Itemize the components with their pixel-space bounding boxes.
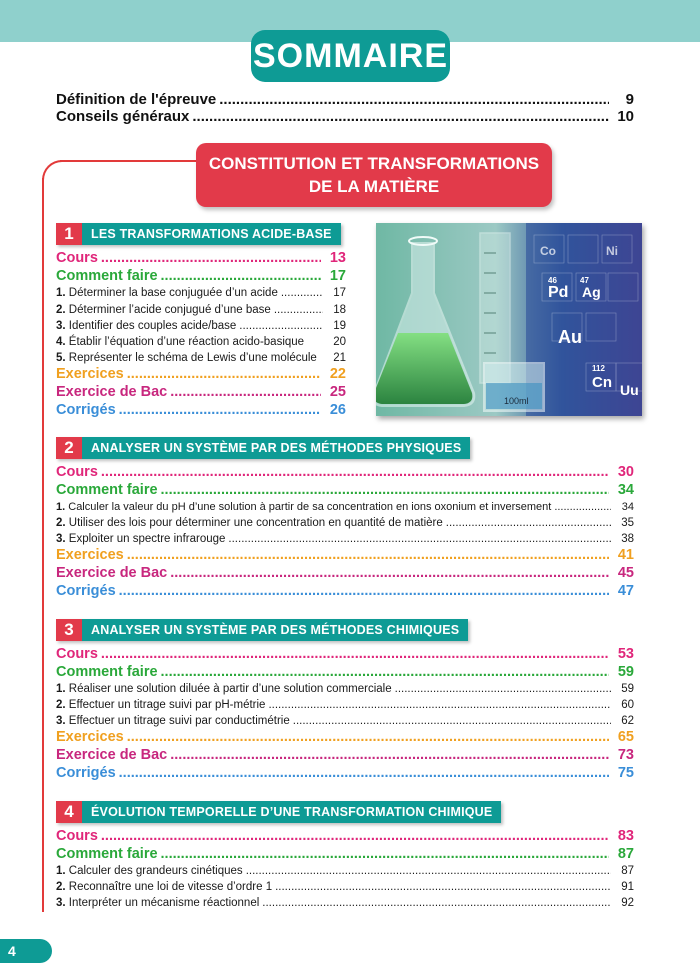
part-heading-line1: CONSTITUTION ET TRANSFORMATIONS [208,154,540,173]
method-label: Réaliser une solution diluée à partir d’une solution commerciale [68,683,392,695]
toc-exercices[interactable] [56,729,634,745]
toc-comment-faire[interactable] [56,268,346,284]
element-symbol: Uu [620,382,639,398]
method-page: 18 [333,304,346,316]
method-label: Utiliser des lois pour déterminer une concentration en quantité de matière [68,517,443,529]
method-number: 2. [56,517,66,529]
entry-label: Cours [56,250,98,266]
toc-exercices[interactable] [56,547,634,563]
dot-leader [101,646,609,662]
toc-comment-faire[interactable] [56,846,634,862]
toc-entry-label: Conseils généraux [56,108,190,125]
entry-page: 13 [329,250,346,266]
entry-page: 59 [617,664,634,680]
part-heading [196,143,552,207]
chapter-title: ANALYSER UN SYSTÈME PAR DES MÉTHODES CHIMIQUES [82,619,468,641]
toc-method[interactable] [56,683,634,695]
chapter-title: LES TRANSFORMATIONS ACIDE-BASE [82,223,341,245]
entry-page: 26 [329,402,346,418]
toc-cours[interactable] [56,464,634,480]
dot-leader [101,464,609,480]
dot-leader [127,729,609,745]
method-label: Calculer la valeur du pH d’une solution à partir de sa concentration en ions oxonium et inversement [68,501,552,513]
method-page: 35 [621,517,634,529]
entry-page: 45 [617,565,634,581]
method-label: Calculer des grandeurs cinétiques [68,865,243,877]
chapter-number: 1 [56,223,82,245]
method-label: Effectuer un titrage suivi par pH-métrie [68,699,266,711]
toc-method[interactable] [56,865,634,877]
method-label: Reconnaître une loi de vitesse d’ordre 1 [68,881,273,893]
dot-leader [246,865,611,877]
dot-leader [119,765,609,781]
chapter-1-header[interactable] [56,223,341,245]
method-page: 91 [621,881,634,893]
element-symbol: Pd [548,284,569,301]
element-number: 47 [580,276,589,285]
toc-method[interactable] [56,533,634,545]
decorative-line [42,178,44,912]
entry-page: 83 [617,828,634,844]
method-number: 1. [56,501,66,513]
dot-leader [161,482,609,498]
toc-method[interactable] [56,501,634,513]
toc-comment-faire[interactable] [56,664,634,680]
element-number: 46 [548,276,557,285]
entry-label: Comment faire [56,268,158,284]
entry-page: 17 [329,268,346,284]
method-page: 92 [621,897,634,909]
entry-label: Exercice de Bac [56,565,168,581]
chapter-3-header[interactable] [56,619,468,641]
entry-page: 87 [617,846,634,862]
decorative-curve [42,160,76,194]
entry-page: 30 [617,464,634,480]
element-symbol: Co [540,244,556,258]
dot-leader [192,108,609,125]
dot-leader [262,897,611,909]
entry-label: Corrigés [56,402,116,418]
chapter-number: 2 [56,437,82,459]
method-page: 62 [621,715,634,727]
dot-leader [293,715,611,727]
method-label: Déterminer la base conjuguée d’un acide [68,287,278,299]
method-label: Représenter le schéma de Lewis d’une molécule [68,352,317,364]
method-number: 2. [56,881,66,893]
chapter-title: ANALYSER UN SYSTÈME PAR DES MÉTHODES PHYSIQUES [82,437,470,459]
toc-entry-page: 10 [617,108,634,125]
page-title: SOMMAIRE [251,30,450,82]
method-number: 1. [56,683,66,695]
entry-label: Cours [56,828,98,844]
dot-leader [554,501,611,513]
toc-cours[interactable] [56,646,634,662]
dot-leader [395,683,611,695]
method-page: 20 [333,336,346,348]
toc-exercice-bac[interactable] [56,747,634,763]
entry-page: 73 [617,747,634,763]
method-label: Effectuer un titrage suivi par conductimétrie [68,715,290,727]
method-number: 3. [56,533,66,545]
page-number: 4 [0,939,52,963]
toc-method[interactable] [56,715,634,727]
toc-comment-faire[interactable] [56,482,634,498]
method-page: 59 [621,683,634,695]
toc-method[interactable] [56,699,634,711]
dot-leader [268,699,611,711]
method-number: 4. [56,336,66,348]
dot-leader [170,384,321,400]
element-symbol: Ag [582,284,601,300]
entry-label: Exercice de Bac [56,747,168,763]
element-symbol: Cn [592,374,612,391]
dot-leader [281,287,323,299]
entry-label: Exercices [56,547,124,563]
dot-leader [274,304,323,316]
dot-leader [219,91,609,108]
method-label: Identifier des couples acide/base [68,320,237,332]
toc-method[interactable] [56,287,346,299]
method-page: 34 [621,501,634,513]
entry-page: 75 [617,765,634,781]
toc-exercice-bac[interactable] [56,565,634,581]
entry-page: 34 [617,482,634,498]
method-page: 38 [621,533,634,545]
dot-leader [239,320,323,332]
dot-leader [170,747,609,763]
toc-cours[interactable] [56,250,346,266]
dot-leader [119,583,609,599]
dot-leader [275,881,611,893]
dot-leader [101,250,321,266]
toc-entry-page: 9 [625,91,634,108]
method-number: 5. [56,352,66,364]
chapter-4-header[interactable] [56,801,501,823]
entry-label: Exercices [56,729,124,745]
entry-label: Comment faire [56,482,158,498]
dot-leader [119,402,321,418]
method-label: Exploiter un spectre infrarouge [68,533,226,545]
toc-corriges[interactable] [56,583,634,599]
toc-method[interactable] [56,320,346,332]
toc-corriges[interactable] [56,402,346,418]
toc-corriges[interactable] [56,765,634,781]
dot-leader [161,846,609,862]
chapter-number: 4 [56,801,82,823]
entry-page: 22 [329,366,346,382]
entry-page: 65 [617,729,634,745]
entry-page: 41 [617,547,634,563]
toc-entry-conseils[interactable] [56,108,634,125]
method-number: 3. [56,897,66,909]
method-number: 1. [56,865,66,877]
toc-method[interactable] [56,517,634,529]
dot-leader [127,547,609,563]
method-page: 17 [333,287,346,299]
method-label: Déterminer l’acide conjugué d’une base [68,304,271,316]
method-page: 60 [621,699,634,711]
method-page: 87 [621,865,634,877]
method-number: 3. [56,320,66,332]
dot-leader [228,533,611,545]
element-symbol: Au [558,327,582,347]
beaker-label: 100ml [504,396,529,406]
entry-label: Cours [56,646,98,662]
method-number: 1. [56,287,66,299]
dot-leader [446,517,611,529]
method-page: 19 [333,320,346,332]
toc-method[interactable] [56,304,346,316]
dot-leader [161,268,321,284]
toc-method[interactable] [56,881,634,893]
entry-label: Comment faire [56,846,158,862]
toc-cours[interactable] [56,828,634,844]
entry-label: Cours [56,464,98,480]
chapter-number: 3 [56,619,82,641]
dot-leader [127,366,321,382]
dot-leader [161,664,609,680]
entry-label: Exercice de Bac [56,384,168,400]
chemistry-photo [376,223,642,416]
entry-page: 25 [329,384,346,400]
toc-entry-label: Définition de l'épreuve [56,91,217,108]
toc-method[interactable] [56,336,346,348]
method-number: 2. [56,699,66,711]
entry-label: Corrigés [56,583,116,599]
entry-label: Comment faire [56,664,158,680]
chapter-title: ÉVOLUTION TEMPORELLE D’UNE TRANSFORMATION CHIMIQUE [82,801,501,823]
dot-leader [101,828,609,844]
entry-page: 53 [617,646,634,662]
toc-exercices[interactable] [56,366,346,382]
toc-exercice-bac[interactable] [56,384,346,400]
element-symbol: Ni [606,244,618,258]
part-heading-line2: DE LA MATIÈRE [308,177,440,196]
method-page: 21 [333,352,346,364]
entry-label: Exercices [56,366,124,382]
chapter-2-header[interactable] [56,437,470,459]
element-number: 112 [592,364,605,373]
dot-leader [170,565,609,581]
method-number: 2. [56,304,66,316]
method-number: 3. [56,715,66,727]
toc-method[interactable] [56,352,346,364]
toc-method[interactable] [56,897,634,909]
entry-page: 47 [617,583,634,599]
decorative-line [60,160,200,162]
method-label: Interpréter un mécanisme réactionnel [68,897,260,909]
chemistry-illustration [376,223,642,416]
toc-entry-definition[interactable] [56,91,634,108]
method-label: Établir l’équation d’une réaction acido-basique [68,336,305,348]
entry-label: Corrigés [56,765,116,781]
